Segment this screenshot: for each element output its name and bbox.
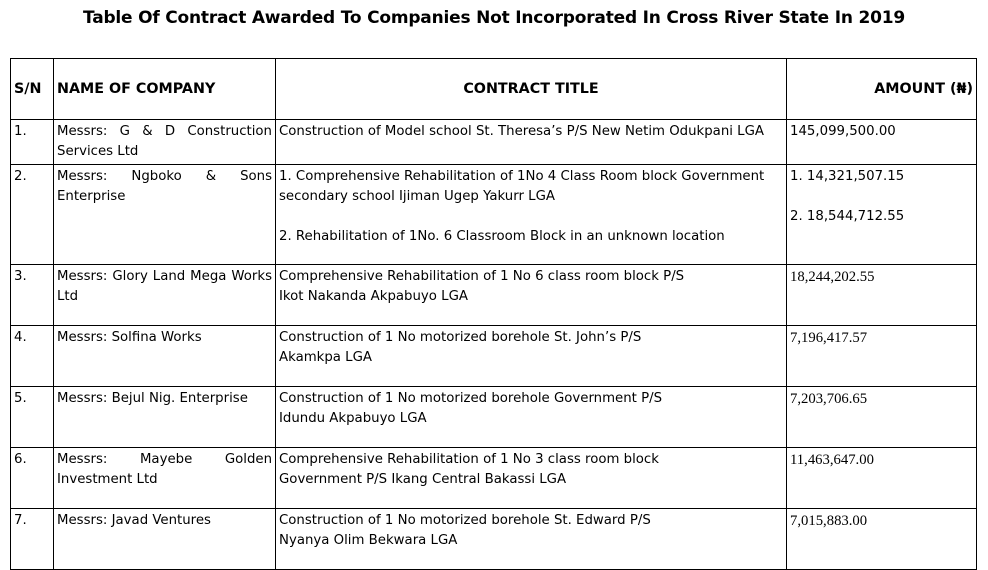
row-amount <box>787 120 977 165</box>
table-row <box>11 120 977 165</box>
row-contract-title <box>276 265 787 326</box>
amount-value: 2. 18,544,712.55 <box>790 209 905 224</box>
table-row <box>11 387 977 448</box>
row-contract-title <box>276 120 787 165</box>
row-amount <box>787 326 977 387</box>
table-row <box>11 265 977 326</box>
contract-line: Comprehensive Rehabilitation of 1 No 6 class room block P/S <box>279 269 685 284</box>
contract-line: Nyanya Olim Bekwara LGA <box>279 533 458 548</box>
contract-line: Government P/S Ikang Central Bakassi LGA <box>279 472 567 487</box>
header-company: NAME OF COMPANY <box>54 59 276 120</box>
row-amount <box>787 265 977 326</box>
contract-line: 2. Rehabilitation of 1No. 6 Classroom Block in an unknown location <box>279 229 725 244</box>
page-title: Table Of Contract Awarded To Companies Not Incorporated In Cross River State In 2019 <box>82 8 905 28</box>
row-company: Messrs: Ngboko & Sons Enterprise <box>54 165 276 265</box>
contracts-table <box>10 58 977 570</box>
amount-value: 7,015,883.00 <box>790 513 868 529</box>
contract-line: Construction of 1 No motorized borehole Government P/S <box>279 391 663 406</box>
row-sn: 4. <box>11 326 54 387</box>
row-amount <box>787 387 977 448</box>
contract-line: Comprehensive Rehabilitation of 1 No 3 class room block <box>279 452 659 467</box>
row-sn: 3. <box>11 265 54 326</box>
amount-value: 7,196,417.57 <box>790 330 868 346</box>
table-row <box>11 165 977 265</box>
row-sn: 7. <box>11 509 54 570</box>
header-row <box>11 59 977 120</box>
row-contract-title <box>276 448 787 509</box>
contract-line: Ikot Nakanda Akpabuyo LGA <box>279 289 468 304</box>
header-sn: S/N <box>11 59 54 120</box>
amount-value: 145,099,500.00 <box>790 124 896 139</box>
row-amount <box>787 448 977 509</box>
row-sn: 1. <box>11 120 54 165</box>
row-company: Messrs: Bejul Nig. Enterprise <box>54 387 276 448</box>
table-row <box>11 509 977 570</box>
amount-value: 1. 14,321,507.15 <box>790 169 905 184</box>
contract-line: Construction of 1 No motorized borehole St. Edward P/S <box>279 513 651 528</box>
row-sn: 5. <box>11 387 54 448</box>
row-contract-title <box>276 165 787 265</box>
row-contract-title <box>276 326 787 387</box>
contract-line: 1. Comprehensive Rehabilitation of 1No 4 Class Room block Government secondary school Ijiman Ugep Yakurr LGA <box>279 169 765 204</box>
row-company: Messrs: Mayebe Golden Investment Ltd <box>54 448 276 509</box>
amount-value: 7,203,706.65 <box>790 391 868 407</box>
header-amount: AMOUNT (₦) <box>787 59 977 120</box>
row-amount <box>787 165 977 265</box>
row-company: Messrs: Javad Ventures <box>54 509 276 570</box>
amount-value: 18,244,202.55 <box>790 269 875 285</box>
contract-line: Construction of Model school St. Theresa’s P/S New Netim Odukpani LGA <box>279 124 764 139</box>
row-company: Messrs: Solfina Works <box>54 326 276 387</box>
row-company: Messrs: G & D Construction Services Ltd <box>54 120 276 165</box>
row-contract-title <box>276 387 787 448</box>
contract-line: Idundu Akpabuyo LGA <box>279 411 427 426</box>
row-company: Messrs: Glory Land Mega Works Ltd <box>54 265 276 326</box>
contract-line: Construction of 1 No motorized borehole St. John’s P/S <box>279 330 642 345</box>
row-sn: 2. <box>11 165 54 265</box>
row-contract-title <box>276 509 787 570</box>
row-sn: 6. <box>11 448 54 509</box>
row-amount <box>787 509 977 570</box>
amount-value: 11,463,647.00 <box>790 452 874 468</box>
table-row <box>11 448 977 509</box>
header-contract-title: CONTRACT TITLE <box>276 59 787 120</box>
table-row <box>11 326 977 387</box>
contract-line: Akamkpa LGA <box>279 350 372 365</box>
